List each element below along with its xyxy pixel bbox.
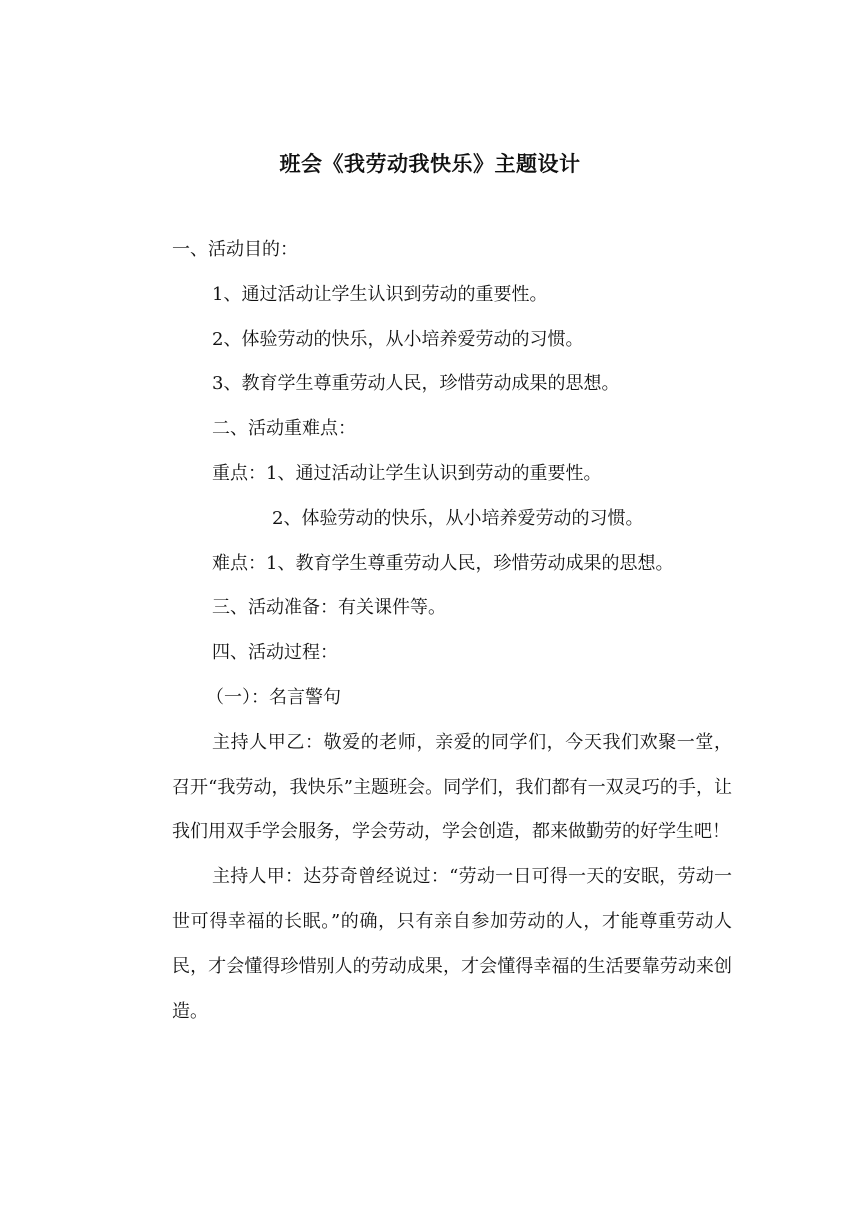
paragraph-host-ab: 主持人甲乙：敬爱的老师，亲爱的同学们，今天我们欢聚一堂，召开“我劳动，我快乐”主题班会。同学们，我们都有一双灵巧的手，让我们用双手学会服务，学会劳动，学会创造，都来做勤劳的好学生吧！ bbox=[172, 731, 732, 843]
document-body bbox=[172, 228, 732, 1034]
key-point-2: 2、体验劳动的快乐，从小培养爱劳动的习惯。 bbox=[272, 507, 644, 529]
document-title: 班会《我劳动我快乐》主题设计 bbox=[279, 152, 581, 176]
goal-item-2: 2、体验劳动的快乐，从小培养爱劳动的习惯。 bbox=[212, 328, 584, 350]
section-heading-key-points: 二、活动重难点： bbox=[212, 418, 356, 440]
difficulty-point: 难点：1、教育学生尊重劳动人民，珍惜劳动成果的思想。 bbox=[212, 552, 674, 574]
section-heading-process: 四、活动过程： bbox=[212, 642, 338, 664]
goal-item-1: 1、通过活动让学生认识到劳动的重要性。 bbox=[212, 283, 548, 305]
goal-item-3: 3、教育学生尊重劳动人民，珍惜劳动成果的思想。 bbox=[212, 373, 620, 395]
section-heading-preparation: 三、活动准备：有关课件等。 bbox=[212, 597, 446, 619]
paragraph-host-a: 主持人甲：达芬奇曾经说过：“劳动一日可得一天的安眠，劳动一世可得幸福的长眠。”的确，只有亲自参加劳动的人，才能尊重劳动人民，才会懂得珍惜别人的劳动成果，才会懂得幸福的生活要靠劳动来创造。 bbox=[172, 866, 732, 1022]
subsection-heading-quotes: （一）：名言警句 bbox=[206, 686, 341, 708]
key-point-1: 重点：1、通过活动让学生认识到劳动的重要性。 bbox=[212, 462, 602, 484]
section-heading-goals: 一、活动目的： bbox=[172, 239, 298, 260]
